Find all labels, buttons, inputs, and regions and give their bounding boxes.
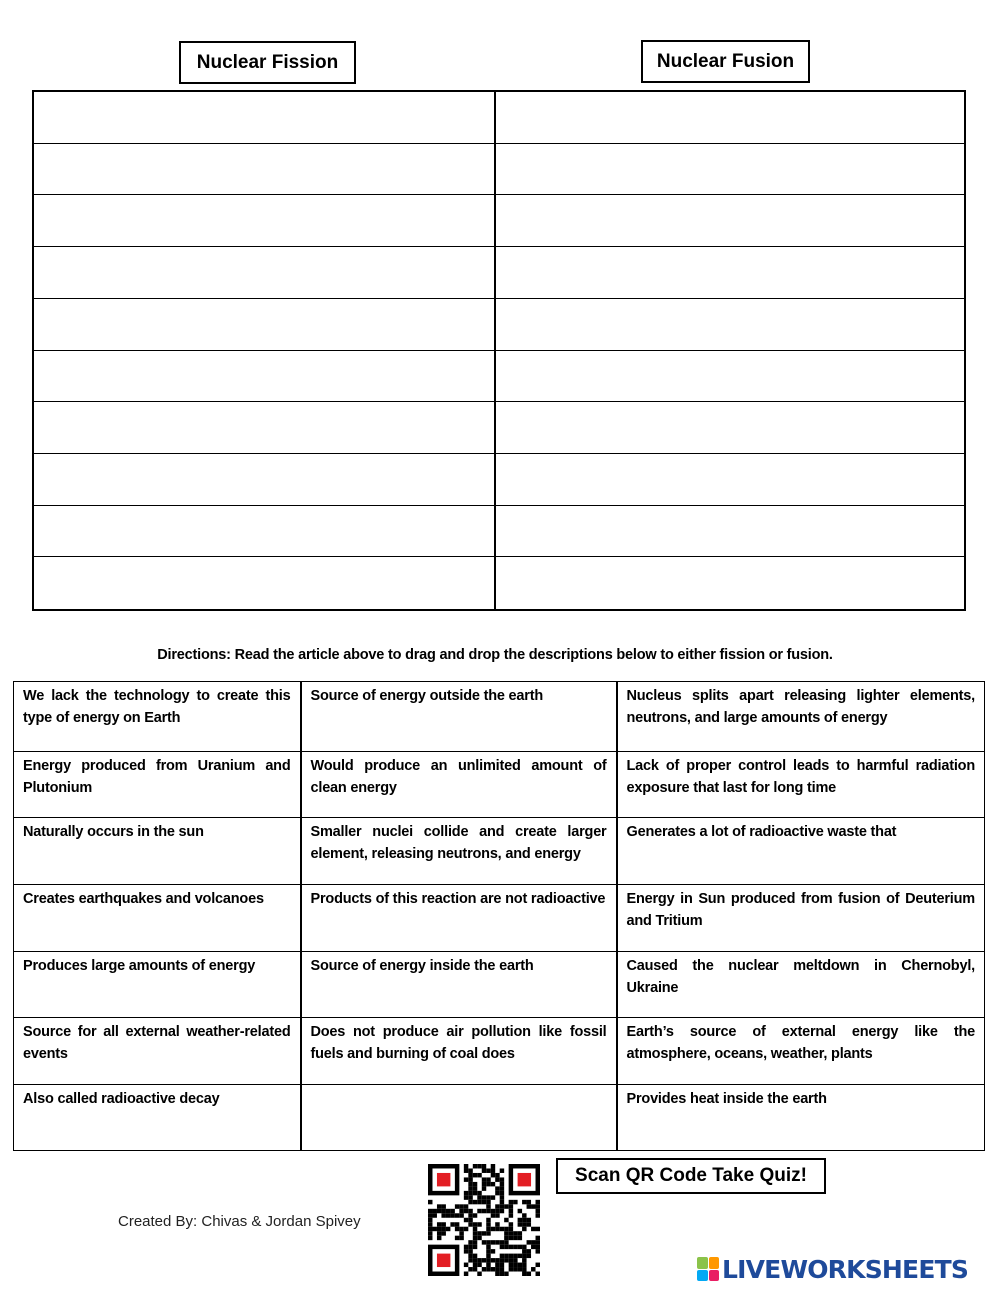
fission-drop-slot[interactable] [34,557,496,609]
empty-card [301,1085,617,1151]
fusion-drop-slot[interactable] [496,506,964,558]
description-card[interactable]: Earth’s source of external energy like the atmosphere, oceans, weather, plants [617,1018,985,1085]
logo-tile [709,1257,720,1269]
fission-drop-slot[interactable] [34,299,496,351]
fission-drop-slot[interactable] [34,144,496,196]
description-row [14,818,985,885]
fusion-header: Nuclear Fusion [641,40,810,83]
fission-drop-slot[interactable] [34,506,496,558]
credit-text: Created By: Chivas & Jordan Spivey [118,1213,361,1230]
description-row [14,952,985,1018]
description-card[interactable]: Energy produced from Uranium and Plutonium [14,752,301,818]
description-row [14,885,985,952]
description-card[interactable]: Naturally occurs in the sun [14,818,301,885]
description-card[interactable]: Also called radioactive decay [14,1085,301,1151]
description-card[interactable]: Source of energy outside the earth [301,682,617,752]
description-row [14,682,985,752]
description-card[interactable]: Products of this reaction are not radioactive [301,885,617,952]
qr-code-icon [428,1164,540,1276]
description-card[interactable]: Creates earthquakes and volcanoes [14,885,301,952]
fission-drop-slot[interactable] [34,351,496,403]
description-card[interactable]: Caused the nuclear meltdown in Chernobyl, Ukraine [617,952,985,1018]
fusion-drop-slot[interactable] [496,402,964,454]
fusion-drop-slot[interactable] [496,351,964,403]
description-card[interactable]: Source of energy inside the earth [301,952,617,1018]
fission-drop-slot[interactable] [34,247,496,299]
description-row [14,1085,985,1151]
logo-tile [709,1270,720,1282]
description-card[interactable]: We lack the technology to create this type of energy on Earth [14,682,301,752]
description-row [14,752,985,818]
drop-zone-grid [32,90,966,611]
fusion-drop-slot[interactable] [496,247,964,299]
description-card[interactable]: Generates a lot of radioactive waste that [617,818,985,885]
description-card[interactable]: Source for all external weather-related events [14,1018,301,1085]
description-card[interactable]: Lack of proper control leads to harmful radiation exposure that last for long time [617,752,985,818]
fusion-drop-slot[interactable] [496,557,964,609]
fusion-drop-slot[interactable] [496,92,964,144]
description-card[interactable]: Provides heat inside the earth [617,1085,985,1151]
fission-drop-slot[interactable] [34,454,496,506]
descriptions-table [13,681,985,1151]
directions-text: Directions: Read the article above to drag and drop the descriptions below to either fission or fusion. [157,647,833,663]
description-card[interactable]: Would produce an unlimited amount of clean energy [301,752,617,818]
fusion-drop-slot[interactable] [496,299,964,351]
description-card[interactable]: Produces large amounts of energy [14,952,301,1018]
logo-tile [697,1270,708,1282]
description-row [14,1018,985,1085]
fission-drop-slot[interactable] [34,195,496,247]
fusion-drop-slot[interactable] [496,144,964,196]
description-card[interactable]: Does not produce air pollution like fossil fuels and burning of coal does [301,1018,617,1085]
liveworksheets-logo[interactable] [697,1254,968,1284]
fission-header: Nuclear Fission [179,41,356,84]
logo-tile [697,1257,708,1269]
fission-drop-slot[interactable] [34,92,496,144]
description-card[interactable]: Nucleus splits apart releasing lighter elements, neutrons, and large amounts of energy [617,682,985,752]
description-card[interactable]: Smaller nuclei collide and create larger element, releasing neutrons, and energy [301,818,617,885]
fission-drop-slot[interactable] [34,402,496,454]
scan-qr-label: Scan QR Code Take Quiz! [556,1158,826,1194]
description-card[interactable]: Energy in Sun produced from fusion of Deuterium and Tritium [617,885,985,952]
fusion-drop-slot[interactable] [496,195,964,247]
qr-code[interactable] [428,1164,540,1276]
fusion-drop-slot[interactable] [496,454,964,506]
brand-logo-icon [697,1257,719,1281]
brand-name: LIVEWORKSHEETS [722,1254,969,1284]
